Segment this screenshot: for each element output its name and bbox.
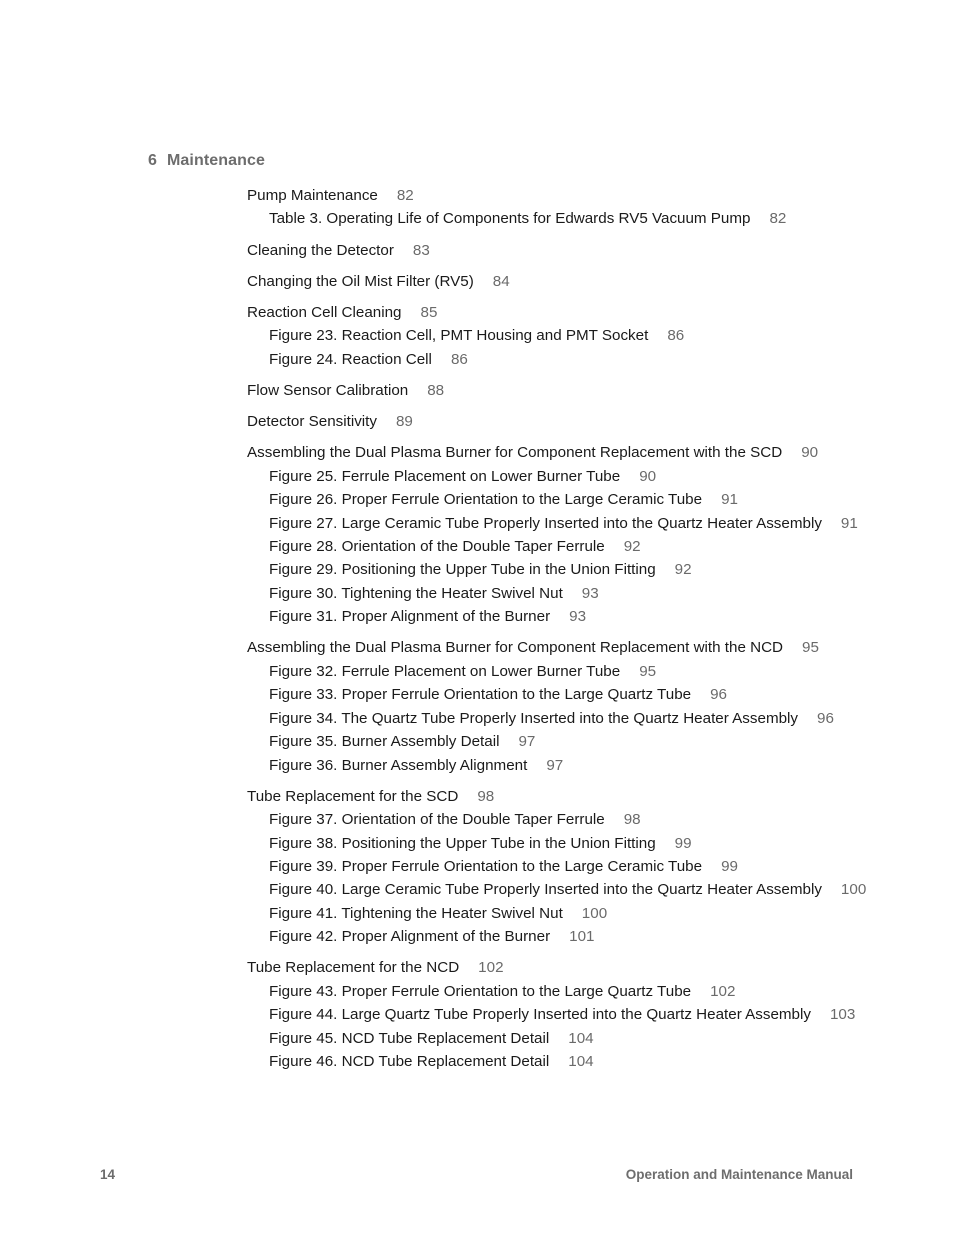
toc-figure-entry[interactable] (247, 558, 887, 581)
toc-page-number: 104 (568, 1029, 594, 1047)
toc-section-entry[interactable] (247, 956, 887, 979)
toc-page-number: 97 (546, 756, 564, 774)
toc-page-number: 88 (427, 382, 445, 400)
toc-entry-title: Figure 35. Burner Assembly Detail (269, 733, 500, 751)
chapter-heading (148, 152, 265, 170)
toc-entry-title: Figure 41. Tightening the Heater Swivel Nut (269, 904, 563, 922)
toc-page-number: 100 (840, 881, 867, 899)
toc-entry-title: Figure 24. Reaction Cell (269, 350, 432, 368)
toc-page-number: 96 (710, 686, 728, 704)
toc-figure-entry[interactable] (247, 348, 887, 371)
chapter-number: 6 (148, 152, 157, 169)
toc-figure-entry[interactable] (247, 902, 887, 925)
chapter-title: Maintenance (167, 152, 266, 169)
toc-entry-title: Figure 30. Tightening the Heater Swivel Nut (269, 584, 563, 602)
toc-page-number: 95 (639, 662, 657, 680)
table-of-contents (247, 184, 887, 1073)
toc-entry-title: Reaction Cell Cleaning (247, 304, 402, 322)
toc-entry-title: Pump Maintenance (247, 187, 378, 204)
footer-manual-title: Operation and Maintenance Manual (625, 1167, 853, 1182)
toc-page-number: 93 (581, 584, 599, 602)
toc-section-entry[interactable] (247, 410, 887, 433)
toc-entry-title: Figure 28. Orientation of the Double Taper Ferrule (269, 538, 605, 556)
toc-page-number: 102 (478, 959, 504, 977)
toc-entry-title: Assembling the Dual Plasma Burner for Component Replacement with the SCD (247, 444, 783, 462)
toc-entry-title: Figure 25. Ferrule Placement on Lower Burner Tube (269, 467, 621, 485)
toc-entry-title: Flow Sensor Calibration (247, 382, 409, 400)
toc-page-number: 104 (568, 1052, 594, 1070)
toc-entry-title: Tube Replacement for the SCD (247, 787, 459, 805)
toc-entry-title: Figure 29. Positioning the Upper Tube in the Union Fitting (269, 561, 656, 579)
toc-page-number: 98 (477, 787, 495, 805)
toc-page-number: 100 (581, 904, 608, 922)
toc-page-number: 91 (840, 514, 858, 532)
toc-page-number: 99 (721, 857, 738, 875)
toc-page-number: 85 (420, 304, 438, 322)
toc-entry-title: Figure 37. Orientation of the Double Taper Ferrule (269, 811, 605, 829)
toc-figure-entry[interactable] (247, 488, 887, 511)
toc-figure-entry[interactable] (247, 808, 887, 831)
toc-entry-title: Figure 39. Proper Ferrule Orientation to the Large Ceramic Tube (269, 857, 703, 875)
toc-figure-entry[interactable] (247, 730, 887, 753)
toc-section-entry[interactable] (247, 239, 887, 262)
toc-figure-entry[interactable] (247, 1027, 887, 1050)
toc-page-number: 98 (623, 811, 641, 829)
toc-entry-title: Figure 31. Proper Alignment of the Burner (269, 608, 551, 626)
toc-entry-title: Figure 43. Proper Ferrule Orientation to the Large Quartz Tube (269, 982, 692, 1000)
toc-figure-entry[interactable] (247, 605, 887, 628)
toc-section-entry[interactable] (247, 270, 887, 293)
toc-entry-title: Table 3. Operating Life of Components for Edwards RV5 Vacuum Pump (269, 210, 751, 228)
toc-entry-title: Figure 34. The Quartz Tube Properly Inserted into the Quartz Heater Assembly (269, 709, 799, 727)
toc-page-number: 82 (396, 187, 414, 204)
toc-page-number: 91 (721, 491, 738, 509)
toc-entry-title: Figure 33. Proper Ferrule Orientation to the Large Quartz Tube (269, 686, 692, 704)
toc-page-number: 86 (450, 350, 468, 368)
toc-page-number: 82 (769, 210, 787, 228)
toc-section-entry[interactable] (247, 636, 887, 659)
toc-page-number: 84 (492, 272, 510, 290)
toc-page-number: 97 (518, 733, 536, 751)
toc-page-number: 95 (802, 639, 819, 657)
toc-entry-title: Figure 26. Proper Ferrule Orientation to the Large Ceramic Tube (269, 491, 703, 509)
toc-page-number: 90 (801, 444, 819, 462)
toc-entry-title: Tube Replacement for the NCD (247, 959, 460, 977)
toc-figure-entry[interactable] (247, 754, 887, 777)
toc-figure-entry[interactable] (247, 1050, 887, 1073)
toc-figure-entry[interactable] (247, 855, 887, 878)
toc-section-entry[interactable] (247, 441, 887, 464)
toc-page-number: 89 (395, 413, 413, 431)
toc-figure-entry[interactable] (247, 324, 887, 347)
toc-figure-entry[interactable] (247, 832, 887, 855)
toc-figure-entry[interactable] (247, 535, 887, 558)
toc-page-number: 96 (817, 709, 834, 727)
toc-page-number: 93 (569, 608, 587, 626)
toc-entry-title: Figure 32. Ferrule Placement on Lower Burner Tube (269, 662, 621, 680)
toc-entry-title: Figure 27. Large Ceramic Tube Properly Inserted into the Quartz Heater Assembly (269, 514, 822, 532)
toc-page-number: 99 (674, 834, 692, 852)
toc-figure-entry[interactable] (247, 660, 887, 683)
toc-page-number: 90 (639, 467, 657, 485)
footer-page-number: 14 (100, 1167, 116, 1182)
toc-figure-entry[interactable] (247, 207, 887, 230)
toc-section-entry[interactable] (247, 301, 887, 324)
toc-entry-title: Figure 23. Reaction Cell, PMT Housing and PMT Socket (269, 327, 649, 345)
toc-figure-entry[interactable] (247, 878, 887, 901)
toc-entry-title: Figure 44. Large Quartz Tube Properly Inserted into the Quartz Heater Assembly (269, 1006, 811, 1024)
toc-entry-title: Assembling the Dual Plasma Burner for Component Replacement with the NCD (247, 639, 784, 657)
toc-page-number: 103 (829, 1006, 856, 1024)
toc-page-number: 92 (623, 538, 641, 556)
toc-page-number: 92 (674, 561, 692, 579)
toc-figure-entry[interactable] (247, 707, 887, 730)
toc-page-number: 102 (710, 982, 736, 1000)
toc-figure-entry[interactable] (247, 582, 887, 605)
toc-figure-entry[interactable] (247, 1003, 887, 1026)
toc-figure-entry[interactable] (247, 980, 887, 1003)
toc-entry-title: Figure 40. Large Ceramic Tube Properly Inserted into the Quartz Heater Assembly (269, 881, 822, 899)
toc-page-number: 101 (569, 928, 595, 946)
toc-figure-entry[interactable] (247, 512, 887, 535)
toc-entry-title: Changing the Oil Mist Filter (RV5) (247, 272, 474, 290)
toc-section-entry[interactable] (247, 379, 887, 402)
toc-entry-title: Detector Sensitivity (247, 413, 377, 431)
toc-entry-title: Figure 46. NCD Tube Replacement Detail (269, 1052, 550, 1070)
toc-page-number: 83 (412, 241, 430, 259)
toc-entry-title: Cleaning the Detector (247, 241, 394, 259)
toc-entry-title: Figure 42. Proper Alignment of the Burner (269, 928, 551, 946)
toc-figure-entry[interactable] (247, 465, 887, 488)
toc-figure-entry[interactable] (247, 925, 887, 948)
toc-entry-title: Figure 45. NCD Tube Replacement Detail (269, 1029, 550, 1047)
toc-section-entry[interactable] (247, 184, 887, 207)
toc-section-entry[interactable] (247, 785, 887, 808)
toc-entry-title: Figure 36. Burner Assembly Alignment (269, 756, 528, 774)
toc-entry-title: Figure 38. Positioning the Upper Tube in the Union Fitting (269, 834, 656, 852)
toc-figure-entry[interactable] (247, 683, 887, 706)
toc-page-number: 86 (667, 327, 685, 345)
